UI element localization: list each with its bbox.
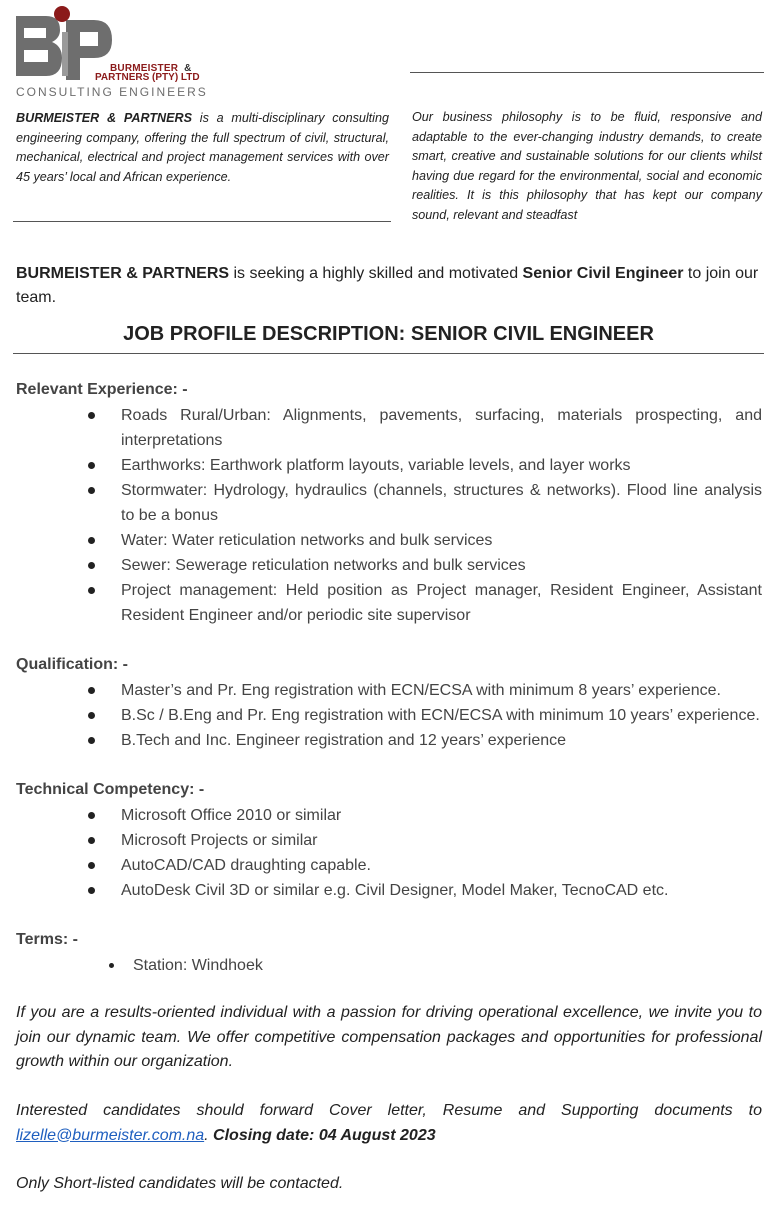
page-title: JOB PROFILE DESCRIPTION: SENIOR CIVIL ENGINEER	[123, 323, 654, 345]
qualification-list	[121, 678, 762, 753]
list-item: B.Sc / B.Eng and Pr. Eng registration with ECN/ECSA with minimum 10 years’ experience.	[121, 703, 762, 728]
list-item: Sewer: Sewerage reticulation networks and bulk services	[121, 553, 762, 578]
bullet-icon	[88, 862, 95, 869]
bullet-icon	[88, 537, 95, 544]
list-item: Water: Water reticulation networks and bulk services	[121, 528, 762, 553]
header-rule-right	[410, 72, 764, 73]
logo-tagline: CONSULTING ENGINEERS	[16, 85, 208, 99]
terms-heading: Terms: -	[16, 931, 78, 948]
bullet-icon	[88, 737, 95, 744]
title-rule	[13, 353, 764, 354]
experience-heading: Relevant Experience: -	[16, 381, 188, 398]
shortlist-note: Only Short-listed candidates will be contacted.	[16, 1175, 344, 1192]
bullet-icon	[88, 687, 95, 694]
list-item: Station: Windhoek	[133, 953, 733, 978]
list-item: Roads Rural/Urban: Alignments, pavements, surfacing, materials prospecting, and interpretations	[121, 403, 762, 453]
seeking-company: BURMEISTER & PARTNERS	[16, 265, 230, 282]
intro-company-name: BURMEISTER & PARTNERS	[16, 111, 193, 125]
list-item: Earthworks: Earthwork platform layouts, variable levels, and layer works	[121, 453, 762, 478]
apply-paragraph	[16, 1099, 762, 1148]
list-item: Microsoft Office 2010 or similar	[121, 803, 762, 828]
technical-heading: Technical Competency: -	[16, 781, 205, 798]
philosophy-text: Our business philosophy is to be fluid, responsive and adaptable to the ever-changing industry demands, to create smart, creative and sustainable solutions for our clients whilst having due regard for the environmental, social and economic realities. It is this philosophy that has kept our company sound, relevant and steadfast	[412, 110, 762, 222]
company-logo	[16, 6, 216, 99]
bullet-icon	[88, 462, 95, 469]
logo-company-suffix: PARTNERS (PTY) LTD	[95, 72, 200, 83]
list-item: Project management: Held position as Project manager, Resident Engineer, Assistant Resident Engineer and/or periodic site supervisor	[121, 578, 762, 628]
seeking-text-2: to join our team.	[16, 265, 759, 306]
experience-list	[121, 403, 762, 628]
terms-list	[133, 953, 733, 978]
bullet-icon	[88, 812, 95, 819]
qualification-heading: Qualification: -	[16, 656, 128, 673]
intro-company-text: is a multi-disciplinary consulting engineering company, offering the full spectrum of civil, structural, mechanical, electrical and project management services with over 45 years’ local and African experience.	[16, 111, 389, 184]
list-item: Microsoft Projects or similar	[121, 828, 762, 853]
seeking-text-1: is seeking a highly skilled and motivated	[229, 265, 523, 282]
bullet-icon	[88, 712, 95, 719]
technical-list	[121, 803, 762, 903]
list-item: AutoCAD/CAD draughting capable.	[121, 853, 762, 878]
intro-company-description	[16, 109, 389, 187]
bullet-icon	[88, 562, 95, 569]
list-item: B.Tech and Inc. Engineer registration and 12 years’ experience	[121, 728, 762, 753]
list-item: Stormwater: Hydrology, hydraulics (channels, structures & networks). Flood line analysis to be a bonus	[121, 478, 762, 528]
intro-left-rule	[13, 221, 391, 222]
list-item: AutoDesk Civil 3D or similar e.g. Civil Designer, Model Maker, TecnoCAD etc.	[121, 878, 762, 903]
email-link[interactable]: lizelle@burmeister.com.na	[16, 1126, 205, 1144]
bullet-icon	[88, 837, 95, 844]
bullet-icon	[88, 587, 95, 594]
closing-date: Closing date: 04 August 2023	[213, 1126, 436, 1144]
invite-paragraph: If you are a results-oriented individual with a passion for driving operational excellence, we invite you to join our dynamic team. We offer competitive compensation packages and opportunities for professional growth within our organization.	[16, 1004, 762, 1070]
apply-period: .	[204, 1126, 214, 1144]
seeking-statement	[16, 262, 762, 310]
bullet-icon	[88, 412, 95, 419]
intro-philosophy	[412, 108, 762, 226]
list-item: Master’s and Pr. Eng registration with ECN/ECSA with minimum 8 years’ experience.	[121, 678, 762, 703]
bullet-icon	[88, 487, 95, 494]
logo-company-name: BURMEISTER &	[110, 63, 192, 74]
bullet-icon	[109, 963, 114, 968]
seeking-role: Senior Civil Engineer	[522, 265, 684, 282]
bullet-icon	[88, 887, 95, 894]
apply-text: Interested candidates should forward Cover letter, Resume and Supporting documents to	[16, 1102, 762, 1119]
